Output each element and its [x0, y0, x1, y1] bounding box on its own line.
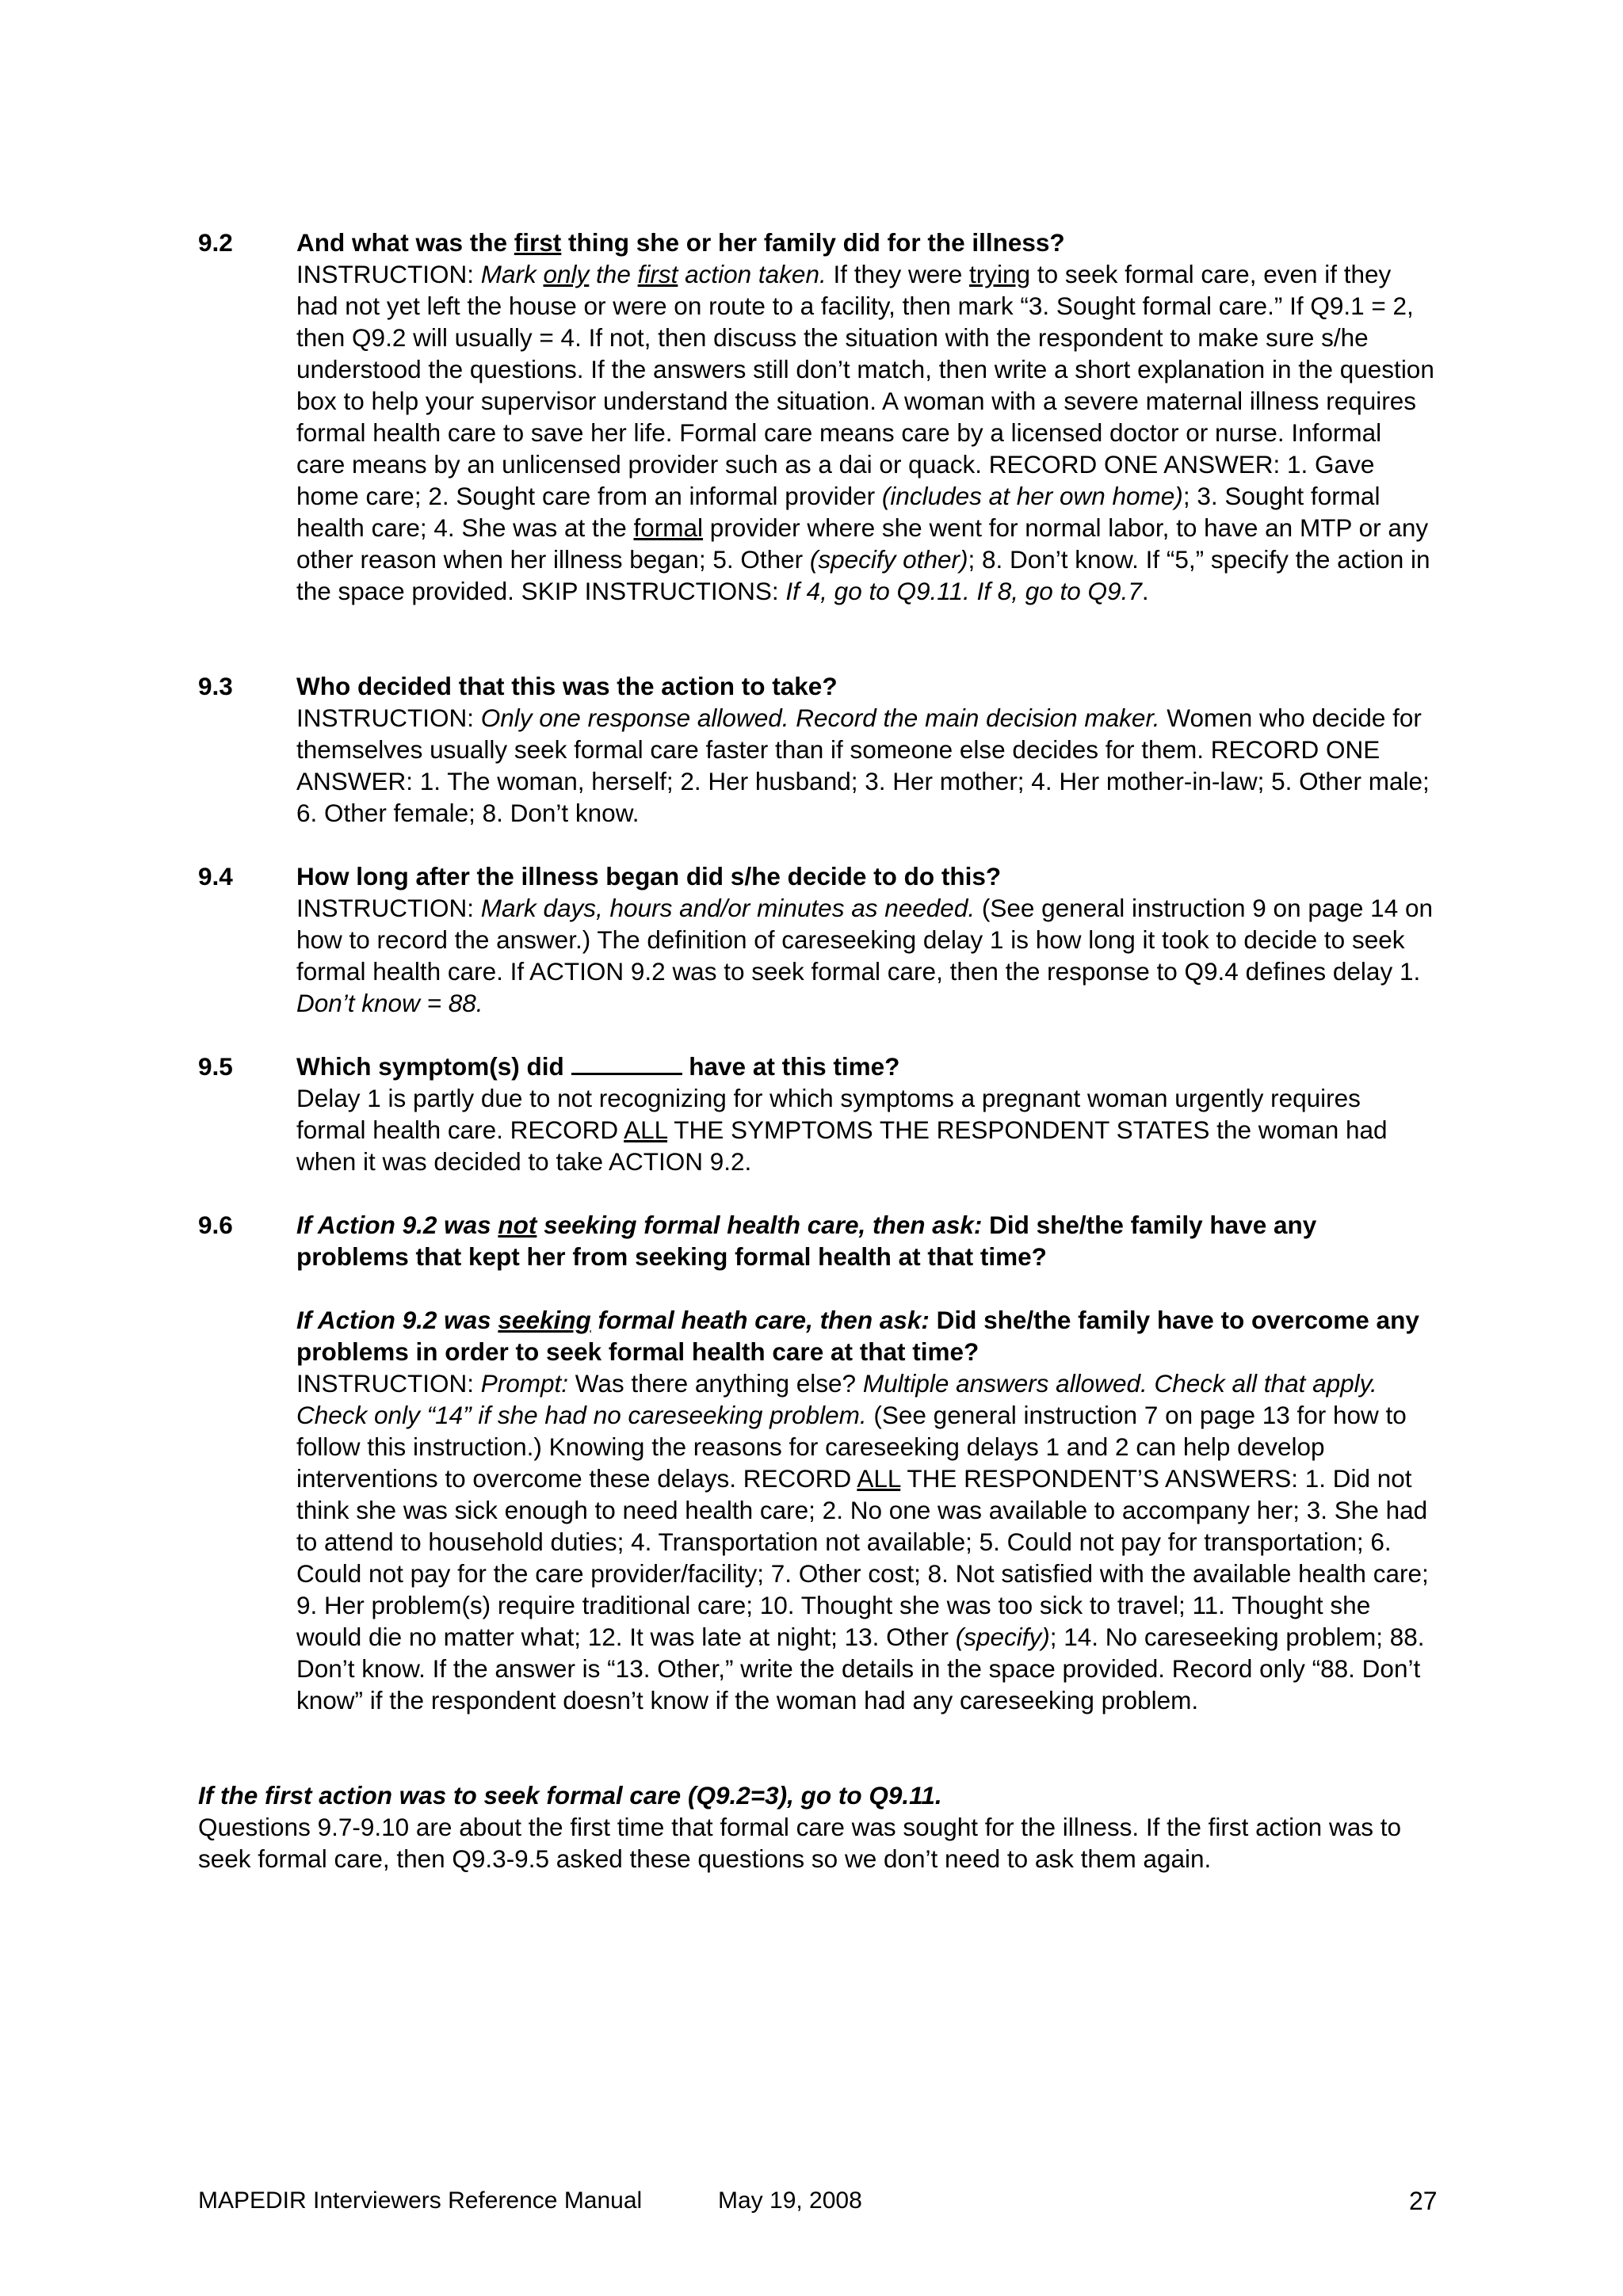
question-number: 9.5	[198, 1052, 233, 1081]
question-9-3	[198, 670, 1434, 829]
question-number: 9.3	[198, 672, 233, 700]
instruction-text: INSTRUCTION: Only one response allowed. Record the main decision maker. Women who decide for themselves usually seek formal care faster than if someone else decides for them. RECORD ONE ANSWER: 1. The woman, herself; 2. Her husband; 3. Her mother; 4. Her mother-in-law; 5. Other male; 6. Other female; 8. Don’t know.	[296, 704, 1430, 827]
question-title: And what was the first thing she or her family did for the illness?	[296, 228, 1065, 257]
instruction-text: INSTRUCTION: Prompt: Was there anything else? Multiple answers allowed. Check all that apply. Check only “14” if she had no careseeking problem. (See general instruction 7 on page 13 for how to follow this instruction.) Knowing the reasons for careseeking delays 1 and 2 can help develop interventions to overcome these delays. RECORD ALL THE RESPONDENT’S ANSWERS: 1. Did not think she was sick enough to need health care; 2. No one was available to accompany her; 3. She had to attend to household duties; 4. Transportation not available; 5. Could not pay for transportation; 6. Could not pay for the care provider/facility; 7. Other cost; 8. Not satisfied with the available health care; 9. Her problem(s) require traditional care; 10. Thought she was too sick to travel; 11. Thought she would die no matter what; 12. It was late at night; 13. Other (specify); 14. No careseeking problem; 88. Don’t know. If the answer is “13. Other,” write the details in the space provided. Record only “88. Don’t know” if the respondent doesn’t know if the woman had any careseeking problem.	[296, 1369, 1429, 1714]
question-9-2	[198, 227, 1434, 607]
answer-blank	[571, 1052, 682, 1075]
footer-manual-title: MAPEDIR Interviewers Reference Manual	[198, 2187, 643, 2214]
question-title: How long after the illness began did s/he decide to do this?	[296, 862, 1002, 891]
question-title-not-seeking: If Action 9.2 was not seeking formal health care, then ask: Did she/the family have any problems that kept her from seeking formal health at that time?	[296, 1211, 1317, 1271]
instruction-text: INSTRUCTION: Mark only the first action taken. If they were trying to seek formal care, even if they had not yet left the house or were on route to a facility, then mark “3. Sought formal care.” If Q9.1 = 2, then Q9.2 will usually = 4. If not, then discuss the situation with the respondent to make sure s/he understood the questions. If the answers still don’t match, then write a short explanation in the question box to help your supervisor understand the situation. A woman with a severe maternal illness requires formal health care to save her life. Formal care means care by a licensed doctor or nurse. Informal care means by an unlicensed provider such as a dai or quack. RECORD ONE ANSWER: 1. Gave home care; 2. Sought care from an informal provider (includes at her own home); 3. Sought formal health care; 4. She was at the formal provider where she went for normal labor, to have an MTP or any other reason when her illness began; 5. Other (specify other); 8. Don’t know. If “5,” specify the action in the space provided. SKIP INSTRUCTIONS: If 4, go to Q9.11. If 8, go to Q9.7.	[296, 260, 1434, 605]
skip-note-body: Questions 9.7-9.10 are about the first time that formal care was sought for the illness. If the first action was to seek formal care, then Q9.3-9.5 asked these questions so we don’t need to ask them again.	[198, 1813, 1401, 1873]
question-title: Which symptom(s) did have at this time?	[296, 1052, 900, 1081]
instruction-text: Delay 1 is partly due to not recognizing for which symptoms a pregnant woman urgently requires formal health care. RECORD ALL THE SYMPTOMS THE RESPONDENT STATES the woman had when it was decided to take ACTION 9.2.	[296, 1084, 1388, 1176]
question-9-6	[198, 1209, 1434, 1716]
question-title: Who decided that this was the action to take?	[296, 672, 838, 700]
instruction-text: INSTRUCTION: Mark days, hours and/or minutes as needed. (See general instruction 9 on page 14 on how to record the answer.) The definition of careseeking delay 1 is how long it took to decide to seek formal health care. If ACTION 9.2 was to seek formal care, then the response to Q9.4 defines delay 1. Don’t know = 88.	[296, 894, 1433, 1017]
question-title-seeking: If Action 9.2 was seeking formal heath care, then ask: Did she/the family have to overcome any problems in order to seek formal health care at that time?	[296, 1306, 1419, 1366]
question-number: 9.2	[198, 228, 233, 257]
skip-note-title: If the first action was to seek formal care (Q9.2=3), go to Q9.11.	[198, 1781, 942, 1810]
footer-date: May 19, 2008	[718, 2187, 862, 2214]
skip-note	[198, 1779, 1434, 1875]
question-9-5	[198, 1051, 1434, 1177]
question-9-4	[198, 860, 1434, 1019]
question-number: 9.4	[198, 862, 233, 891]
footer-page-number: 27	[1409, 2187, 1438, 2215]
question-number: 9.6	[198, 1211, 233, 1239]
